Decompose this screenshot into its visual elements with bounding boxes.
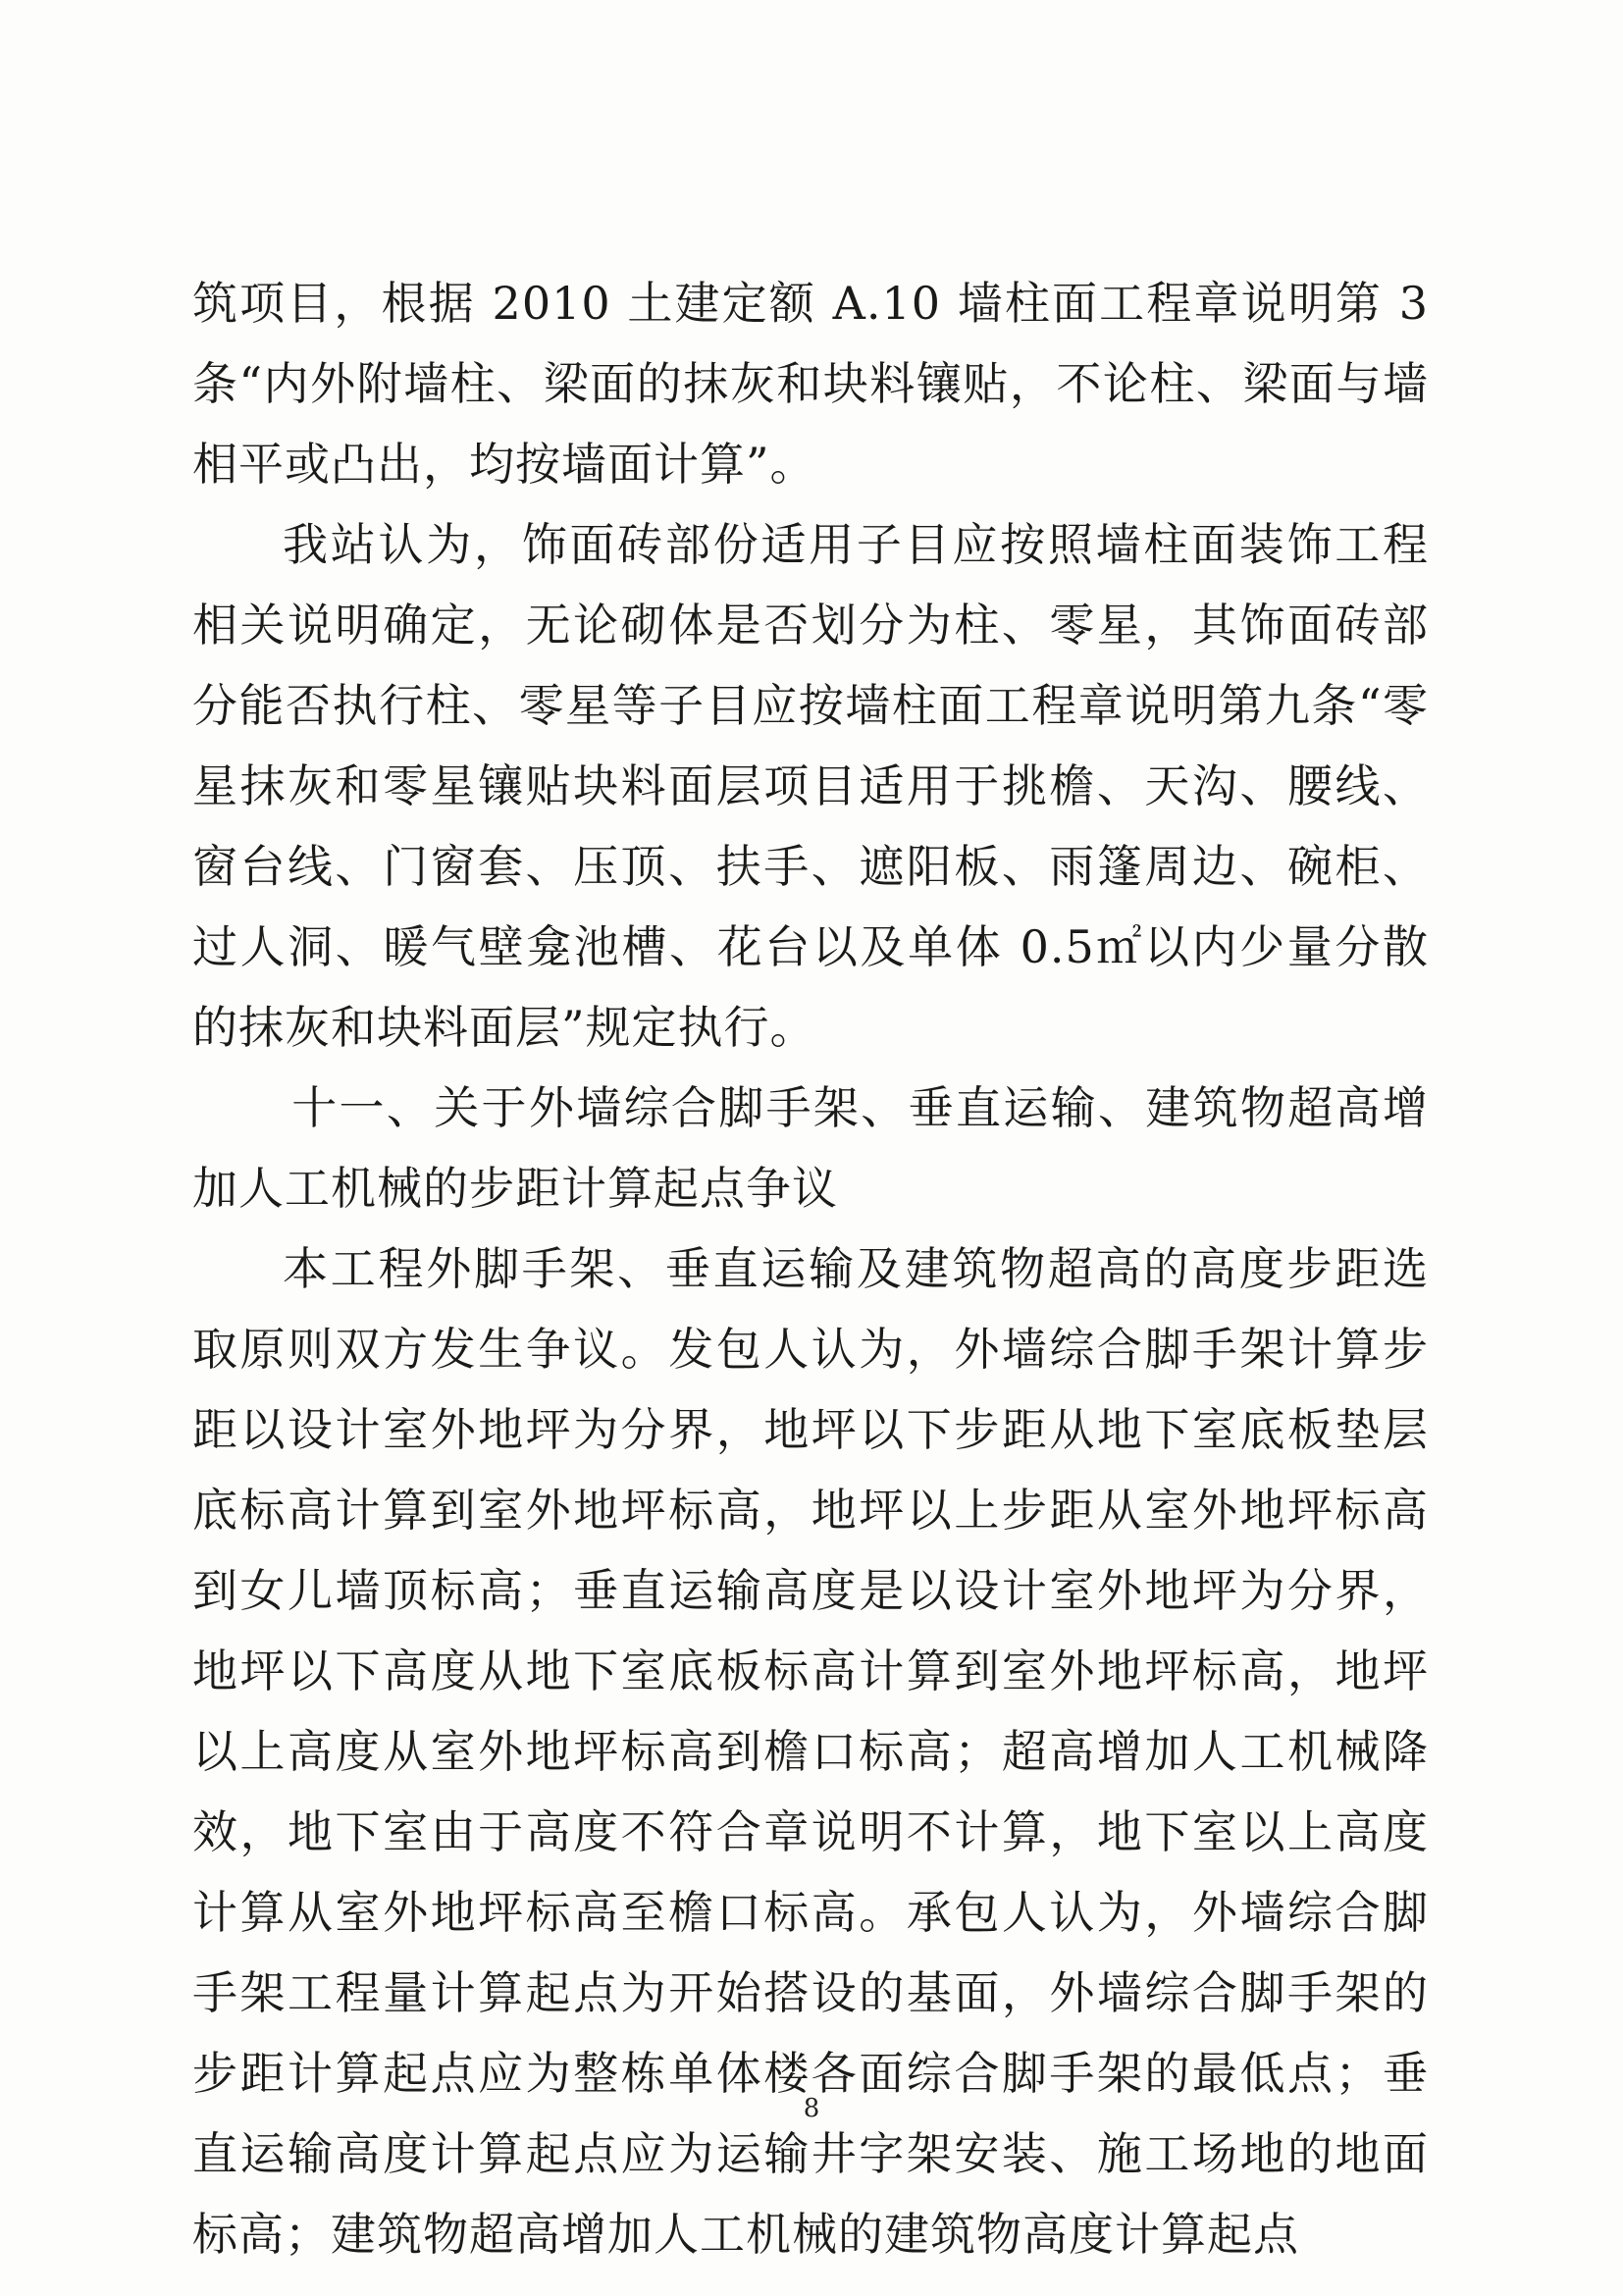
section-heading: 十一、关于外墙综合脚手架、垂直运输、建筑物超高增加人工机械的步距计算起点争议 [192,1081,1429,1215]
body-text [192,263,1429,2274]
page-number: 8 [803,2094,820,2123]
paragraph-dispute: 本工程外脚手架、垂直运输及建筑物超高的高度步距选取原则双方发生争议。发包人认为，外墙综合脚手架计算步距以设计室外地坪为分界，地坪以下步距从地下室底板垫层底标高计算到室外地坪标高，地坪以上步距从室外地坪标高到女儿墙顶标高；垂直运输高度是以设计室外地坪为分界，地坪以下高度从地下室底板标高计算到室外地坪标高，地坪以上高度从室外地坪标高到檐口标高；超高增加人工机械降效，地下室由于高度不符合章说明不计算，地下室以上高度计算从室外地坪标高至檐口标高。承包人认为，外墙综合脚手架工程量计算起点为开始搭设的基面，外墙综合脚手架的步距计算起点应为整栋单体楼各面综合脚手架的最低点；垂直运输高度计算起点应为运输井字架安装、施工场地的地面标高；建筑物超高增加人工机械的建筑物高度计算起点 [192,1242,1429,2261]
paragraph-opinion: 我站认为，饰面砖部份适用子目应按照墙柱面装饰工程相关说明确定，无论砌体是否划分为柱、零星，其饰面砖部分能否执行柱、零星等子目应按墙柱面工程章说明第九条“零星抹灰和零星镶贴块料面层项目适用于挑檐、天沟、腰线、窗台线、门窗套、压顶、扶手、遮阳板、雨篷周边、碗柜、过人洞、暖气壁龛池槽、花台以及单体 0.5㎡以内少量分散的抹灰和块料面层”规定执行。 [192,518,1429,1054]
paragraph-continued: 筑项目，根据 2010 土建定额 A.10 墙柱面工程章说明第 3 条“内外附墙柱、梁面的抹灰和块料镶贴，不论柱、梁面与墙相平或凸出，均按墙面计算”。 [192,277,1429,491]
